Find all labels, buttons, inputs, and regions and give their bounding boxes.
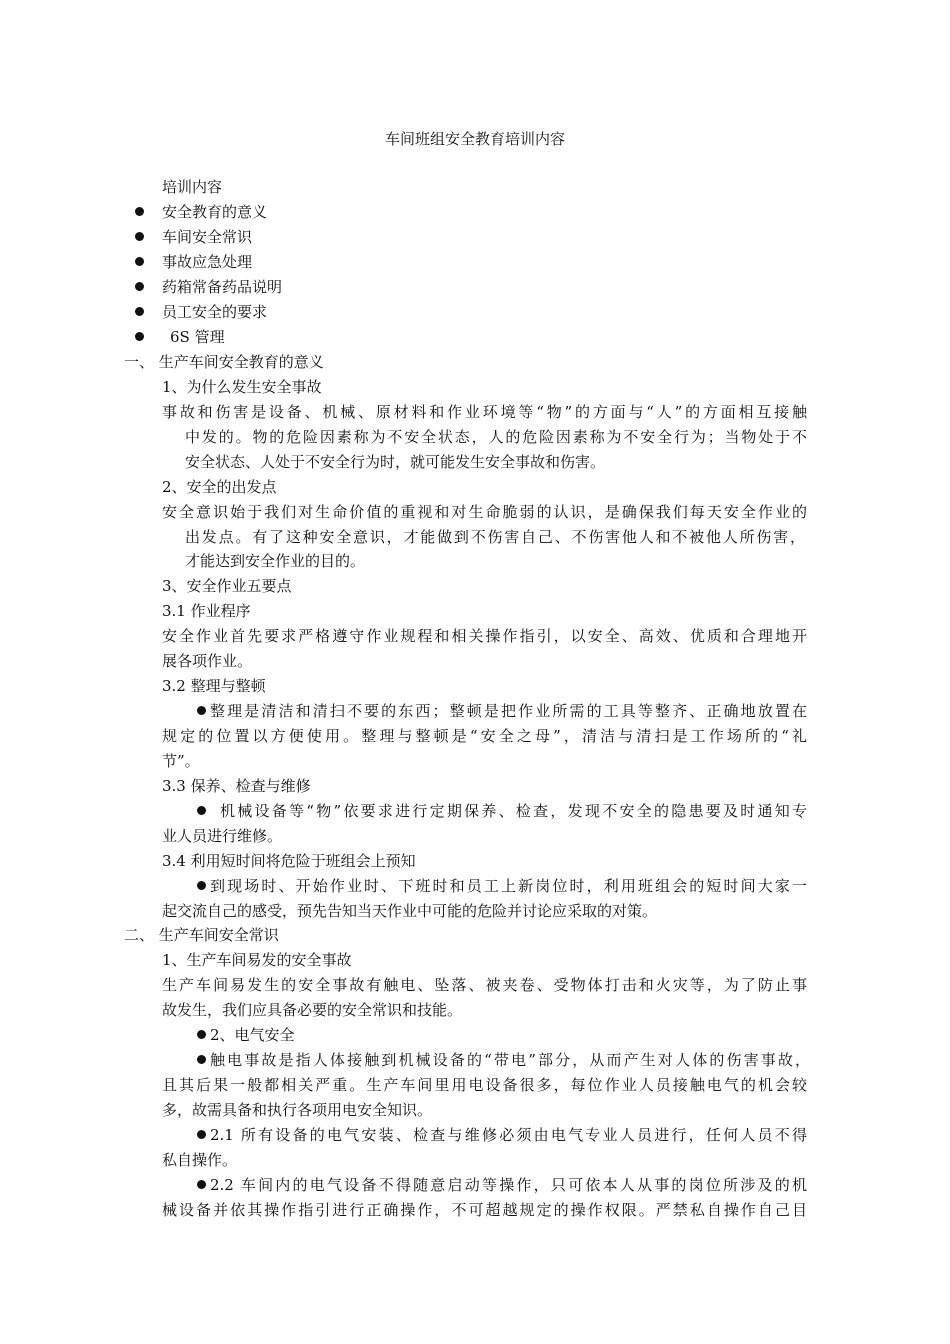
bullet-icon <box>197 706 206 715</box>
paragraph-line: 出发点。有了这种安全意识，才能做到不伤害自己、不伤害他人和不被他人所伤害， <box>185 528 805 546</box>
bullet-icon <box>197 806 206 815</box>
toc-item: 事故应急处理 <box>162 253 253 271</box>
bullet-icon <box>135 282 144 291</box>
bullet-icon <box>197 1030 206 1039</box>
section-heading: 二、 生产车间安全常识 <box>124 926 279 944</box>
bullet-icon <box>197 1055 206 1064</box>
paragraph-line: 才能达到安全作业的目的。 <box>185 552 366 570</box>
subsection-heading: 1、生产车间易发的安全事故 <box>162 951 352 969</box>
paragraph-line: 起交流自己的感受，预先告知当天作业中可能的危险并讨论应采取的对策。 <box>162 902 658 920</box>
paragraph-line: 到现场时、开始作业时、下班时和员工上新岗位时，利用班组会的短时间大家一 <box>210 877 807 895</box>
subsection-heading: 1、为什么发生安全事故 <box>162 378 322 396</box>
paragraph-line: 节”。 <box>162 752 200 770</box>
bullet-icon <box>135 332 144 341</box>
paragraph-line: 展各项作业。 <box>162 652 253 670</box>
subsection-heading: 2、电气安全 <box>210 1026 295 1044</box>
document-title: 车间班组安全教育培训内容 <box>384 130 565 148</box>
toc-heading: 培训内容 <box>162 178 223 196</box>
item-heading: 3.3 保养、检查与维修 <box>162 777 311 795</box>
toc-item: 6S 管理 <box>170 328 225 346</box>
paragraph-line: 故发生，我们应具备必要的安全常识和技能。 <box>162 1001 463 1019</box>
paragraph-line: 中发的。物的危险因素称为不安全状态，人的危险因素称为不安全行为；当物处于不 <box>185 428 807 446</box>
bullet-icon <box>135 207 144 216</box>
paragraph-line: 安全状态、人处于不安全行为时，就可能发生安全事故和伤害。 <box>185 453 606 471</box>
paragraph-line: 规定的位置以方便使用。整理与整顿是“安全之母”，清洁与清扫是工作场所的“礼 <box>162 727 807 745</box>
paragraph-line: 事故和伤害是设备、机械、原材料和作业环境等“物”的方面与“人”的方面相互接触 <box>162 403 807 421</box>
item-heading: 3.1 作业程序 <box>162 602 251 620</box>
toc-item: 员工安全的要求 <box>162 303 268 321</box>
section-heading: 一、 生产车间安全教育的意义 <box>124 353 324 371</box>
paragraph-line: 私自操作。 <box>162 1151 238 1169</box>
subsection-heading: 2、安全的出发点 <box>162 478 277 496</box>
paragraph-line: 生产车间易发生的安全事故有触电、坠落、被夹卷、受物体打击和火灾等，为了防止事 <box>162 976 807 994</box>
subsection-heading: 3、安全作业五要点 <box>162 577 292 595</box>
bullet-icon <box>197 1180 206 1189</box>
paragraph-line: 触电事故是指人体接触到机械设备的“带电”部分，从而产生对人体的伤害事故， <box>210 1051 810 1069</box>
toc-item: 车间安全常识 <box>162 228 253 246</box>
paragraph-line: 2.2 车间内的电气设备不得随意启动等操作，只可依本人从事的岗位所涉及的机 <box>210 1176 807 1194</box>
item-heading: 3.4 利用短时间将危险于班组会上预知 <box>162 852 416 870</box>
paragraph-line: 械设备并依其操作指引进行正确操作，不可超越规定的操作权限。严禁私自操作自己目 <box>162 1201 807 1219</box>
bullet-icon <box>135 307 144 316</box>
paragraph-line: 整理是清洁和清扫不要的东西；整顿是把作业所需的工具等整齐、正确地放置在 <box>210 702 807 720</box>
paragraph-line: 业人员进行维修。 <box>162 827 283 845</box>
paragraph-line: 机械设备等“物”依要求进行定期保养、检查，发现不安全的隐患要及时通知专 <box>220 802 807 820</box>
bullet-icon <box>197 881 206 890</box>
item-heading: 3.2 整理与整顿 <box>162 677 266 695</box>
bullet-icon <box>197 1130 206 1139</box>
toc-item: 安全教育的意义 <box>162 203 268 221</box>
bullet-icon <box>135 257 144 266</box>
toc-item: 药箱常备药品说明 <box>162 278 283 296</box>
bullet-icon <box>135 232 144 241</box>
paragraph-line: 安全作业首先要求严格遵守作业规程和相关操作指引，以安全、高效、优质和合理地开 <box>162 627 807 645</box>
paragraph-line: 安全意识始于我们对生命价值的重视和对生命脆弱的认识，是确保我们每天安全作业的 <box>162 503 807 521</box>
paragraph-line: 且其后果一般都相关严重。生产车间里用电设备很多，每位作业人员接触电气的机会较 <box>162 1076 807 1094</box>
paragraph-line: 多，故需具备和执行各项用电安全知识。 <box>162 1101 433 1119</box>
paragraph-line: 2.1 所有设备的电气安装、检查与维修必须由电气专业人员进行，任何人员不得 <box>210 1126 807 1144</box>
